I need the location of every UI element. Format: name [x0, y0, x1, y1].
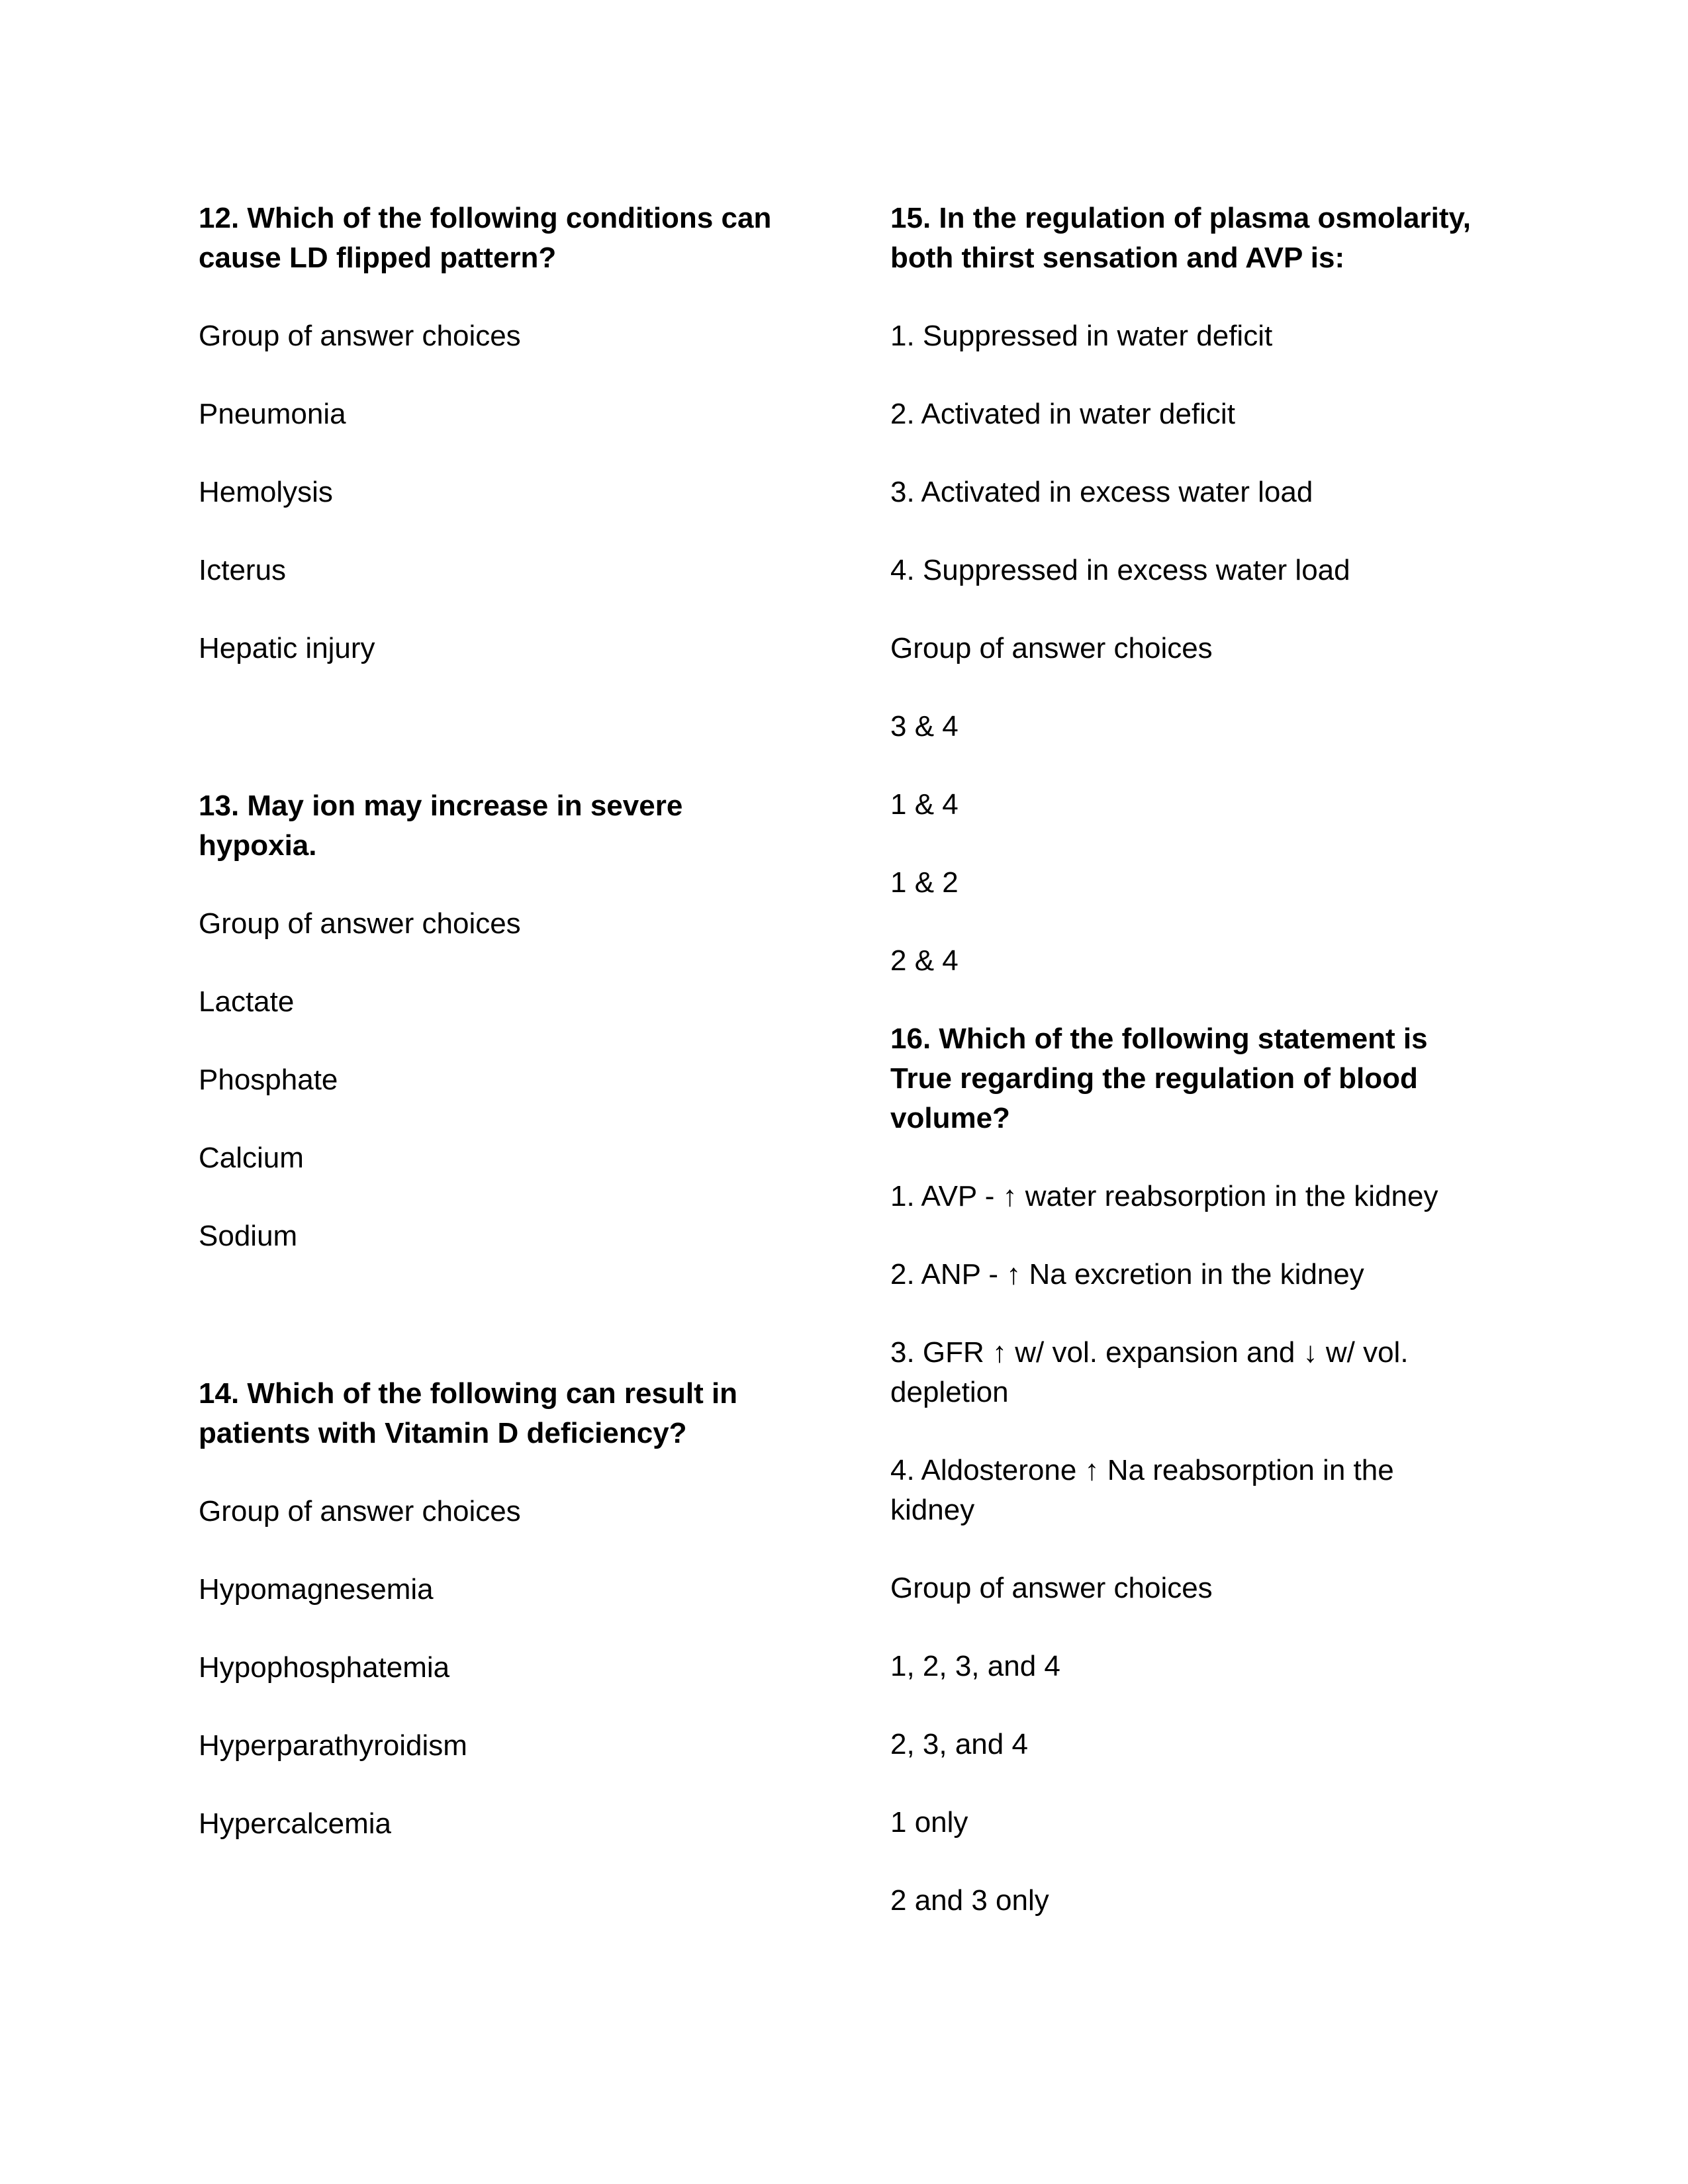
q13-group-label: Group of answer choices — [199, 907, 521, 940]
q16-title-line3: volume? — [890, 1102, 1010, 1134]
q15-statement: 3. Activated in excess water load — [890, 476, 1313, 508]
q16-choice: 2 and 3 only — [890, 1884, 1049, 1917]
q12-choice: Icterus — [199, 554, 287, 586]
q15-choice: 2 & 4 — [890, 944, 959, 977]
q13-choice: Lactate — [199, 985, 295, 1018]
q14-title-line1: 14. Which of the following can result in — [199, 1377, 738, 1410]
q15-choice: 1 & 4 — [890, 788, 959, 821]
q14-group-label: Group of answer choices — [199, 1495, 521, 1527]
q16-statement: 4. Aldosterone ↑ Na reabsorption in the — [890, 1454, 1394, 1486]
q15-statement: 1. Suppressed in water deficit — [890, 320, 1273, 352]
q16-title-line2: True regarding the regulation of blood — [890, 1062, 1418, 1095]
q15-statement: 4. Suppressed in excess water load — [890, 554, 1350, 586]
q13-choice: Sodium — [199, 1220, 298, 1252]
q12-group-label: Group of answer choices — [199, 320, 521, 352]
q15-choice: 3 & 4 — [890, 710, 959, 743]
q16-statement: 3. GFR ↑ w/ vol. expansion and ↓ w/ vol. — [890, 1336, 1409, 1369]
q16-statement: 1. AVP - ↑ water reabsorption in the kidney — [890, 1180, 1438, 1212]
q12-choice: Hemolysis — [199, 476, 333, 508]
q16-choice: 1, 2, 3, and 4 — [890, 1650, 1060, 1682]
q13-title-line2: hypoxia. — [199, 829, 317, 862]
q12-title-line1: 12. Which of the following conditions can — [199, 202, 772, 234]
q16-statement: kidney — [890, 1494, 975, 1526]
q13-choice: Phosphate — [199, 1064, 338, 1096]
q14-choice: Hypophosphatemia — [199, 1651, 450, 1684]
q15-title-line1: 15. In the regulation of plasma osmolarity, — [890, 202, 1471, 234]
q13-title-line1: 13. May ion may increase in severe — [199, 790, 683, 822]
q12-choice: Pneumonia — [199, 398, 346, 430]
q15-statement: 2. Activated in water deficit — [890, 398, 1235, 430]
q15-group-label: Group of answer choices — [890, 632, 1213, 664]
q15-title-line2: both thirst sensation and AVP is: — [890, 242, 1345, 274]
q14-title-line2: patients with Vitamin D deficiency? — [199, 1417, 687, 1449]
q14-choice: Hyperparathyroidism — [199, 1729, 467, 1762]
q15-choice: 1 & 2 — [890, 866, 959, 899]
q13-choice: Calcium — [199, 1142, 304, 1174]
q16-statement: depletion — [890, 1376, 1009, 1408]
q14-choice: Hypomagnesemia — [199, 1573, 434, 1606]
q16-choice: 2, 3, and 4 — [890, 1728, 1028, 1760]
q12-title-line2: cause LD flipped pattern? — [199, 242, 557, 274]
q16-title-line1: 16. Which of the following statement is — [890, 1023, 1428, 1055]
q16-statement: 2. ANP - ↑ Na excretion in the kidney — [890, 1258, 1364, 1291]
q14-choice: Hypercalcemia — [199, 1807, 391, 1840]
q16-group-label: Group of answer choices — [890, 1572, 1213, 1604]
q12-choice: Hepatic injury — [199, 632, 375, 664]
q16-choice: 1 only — [890, 1806, 968, 1839]
